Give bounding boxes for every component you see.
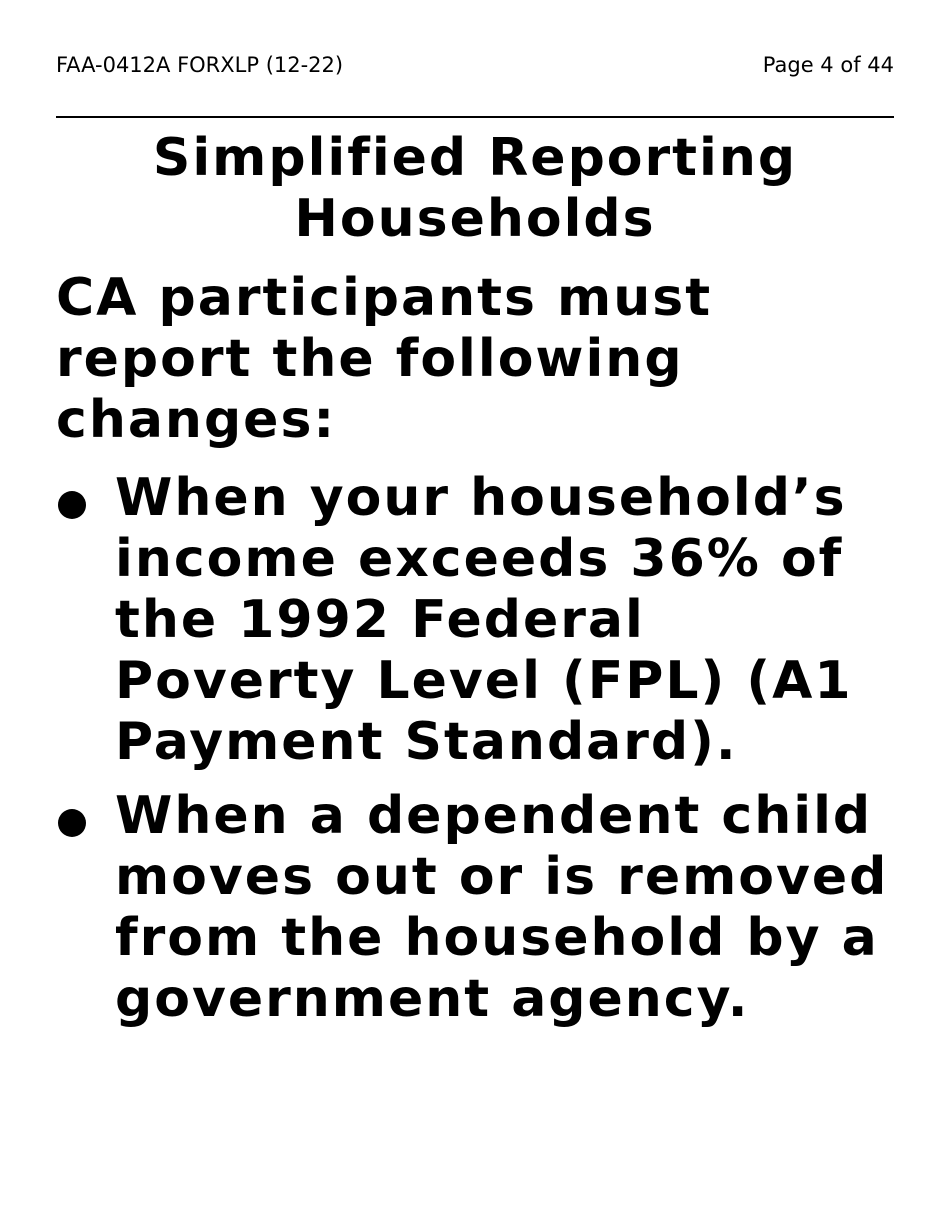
header-divider xyxy=(56,116,894,118)
page-header xyxy=(56,50,894,80)
list-item xyxy=(56,468,906,773)
form-id: FAA-0412A FORXLP (12-22) xyxy=(56,53,344,77)
list-item-text: When your household’s income exceeds 36% of the 1992 Federal Poverty Level (FPL) (A1 Payment Standard). xyxy=(115,468,853,772)
bullet-icon xyxy=(58,491,86,519)
intro-text: CA participants must report the following changes: xyxy=(56,268,713,450)
page-number: Page 4 of 44 xyxy=(762,53,894,77)
list-item-text: When a dependent child moves out or is removed from the household by a government agency. xyxy=(115,786,889,1029)
page-title: Simplified Reporting Households xyxy=(152,128,798,249)
bullet-icon xyxy=(58,809,86,837)
list-item xyxy=(56,786,906,1030)
reporting-changes-list xyxy=(56,468,906,1043)
